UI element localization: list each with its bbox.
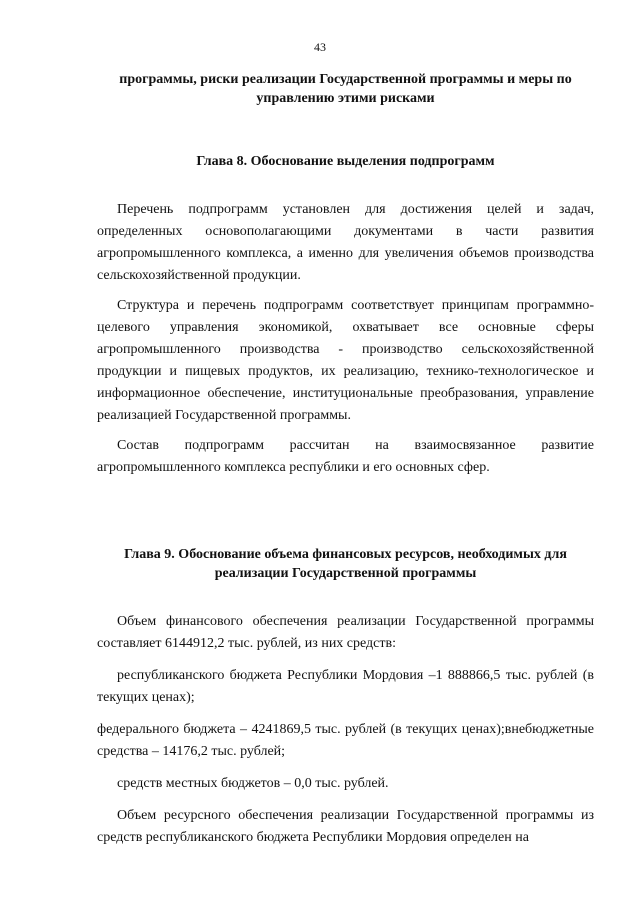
chapter-8-paragraph-2: Структура и перечень подпрограмм соответствует принципам программно-целевого управления экономикой, охватывает все основные сферы агропромышленного производства - производство сельскохозяйственной продукции и пищевых продуктов, их реализацию, технико-технологическое и информационное обеспечение, институциональные преобразования, управление реализацией Государственной программы. [97, 298, 594, 423]
page-number: 43 [314, 40, 326, 54]
chapter-9-paragraph-5: Объем ресурсного обеспечения реализации Государственной программы из средств республиканского бюджета Республики Мордовия определен на [97, 808, 594, 845]
chapter-8-paragraph-1: Перечень подпрограмм установлен для достижения целей и задач, определенных основополагающими документами в части развития агропромышленного комплекса, а именно для увеличения объемов производства сельскохозяйственной продукции. [97, 202, 594, 283]
continued-heading: программы, риски реализации Государственной программы и меры по управлению этими рисками [119, 72, 572, 106]
chapter-9-paragraph-1: Объем финансового обеспечения реализации Государственной программы составляет 6144912,2 тыс. рублей, из них средств: [97, 614, 594, 651]
chapter-9-paragraph-2: республиканского бюджета Республики Мордовия –1 888866,5 тыс. рублей (в текущих ценах); [97, 668, 594, 705]
chapter-9-title: Глава 9. Обоснование объема финансовых ресурсов, необходимых для реализации Государственной программы [124, 547, 567, 581]
chapter-8-paragraph-3: Состав подпрограмм рассчитан на взаимосвязанное развитие агропромышленного комплекса республики и его основных сфер. [97, 438, 594, 475]
chapter-9-paragraph-3: федерального бюджета – 4241869,5 тыс. рублей (в текущих ценах);внебюджетные средства – 14176,2 тыс. рублей; [97, 722, 594, 759]
chapter-9-paragraph-4: средств местных бюджетов – 0,0 тыс. рублей. [117, 776, 389, 791]
page-content [97, 70, 594, 849]
chapter-8-title: Глава 8. Обоснование выделения подпрограмм [196, 154, 495, 169]
